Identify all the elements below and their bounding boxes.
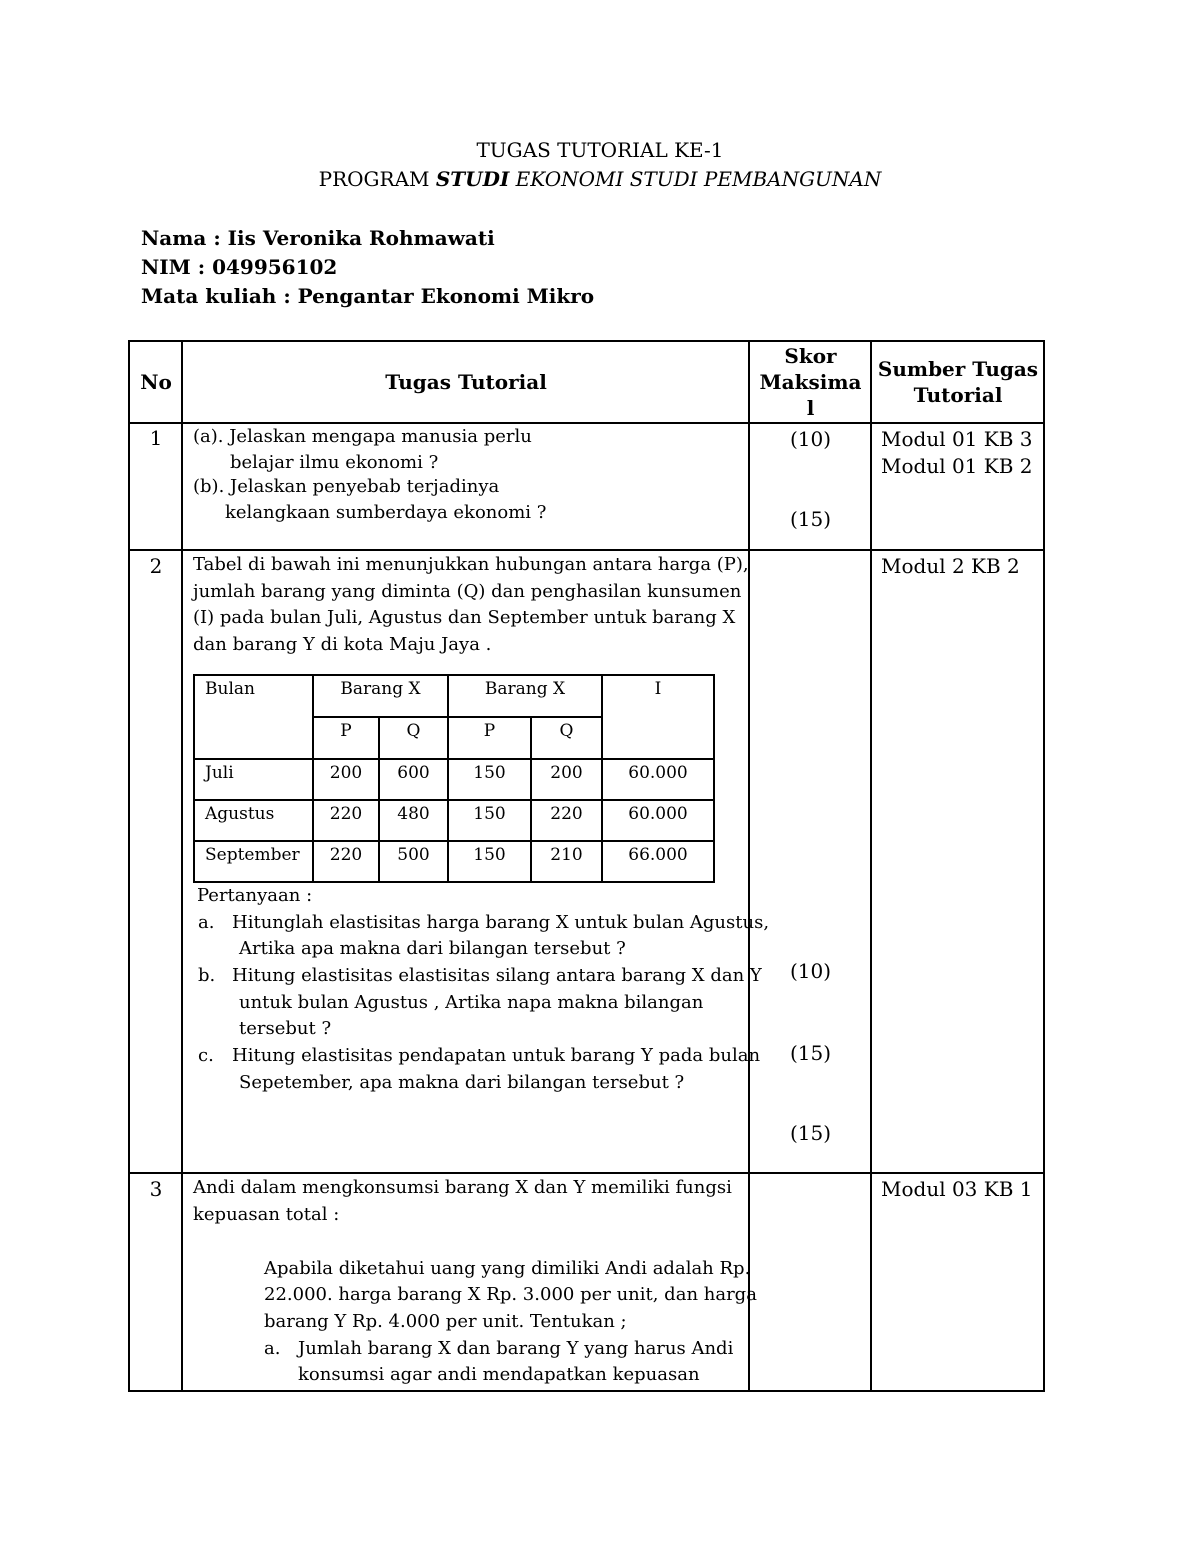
row2-qb-mark: b. — [198, 965, 216, 986]
row2-no: 2 — [149, 554, 163, 578]
row1-source-1: Modul 01 KB 3 — [881, 427, 1033, 451]
row2-intro-4: dan barang Y di kota Maju Jaya . — [193, 634, 492, 655]
header-no: No — [140, 370, 172, 394]
student-name: Nama : Iis Veronika Rohmawati — [141, 226, 495, 250]
header-score-1: Skor — [784, 344, 837, 368]
program-title — [0, 167, 1200, 191]
row2-qc-2: Sepetember, apa makna dari bilangan tersebut ? — [239, 1072, 685, 1093]
table-row — [194, 841, 714, 882]
table-cell: 150 — [448, 841, 531, 882]
table-cell: 220 — [313, 800, 379, 841]
header-score-2: Maksima — [759, 370, 862, 394]
table-cell-month: September — [194, 841, 313, 882]
row2-intro-3: (I) pada bulan Juli, Agustus dan September untuk barang X — [193, 607, 736, 628]
row2-qa-mark: a. — [198, 912, 215, 933]
row2-intro-1: Tabel di bawah ini menunjukkan hubungan antara harga (P), — [193, 554, 749, 575]
row2-qb-1: Hitung elastisitas elastisitas silang antara barang X dan Y — [232, 965, 762, 986]
row3-qa-mark: a. — [264, 1338, 281, 1359]
row2-question-label: Pertanyaan : — [197, 885, 313, 906]
header-task: Tugas Tutorial — [385, 370, 547, 394]
row3-body-3: barang Y Rp. 4.000 per unit. Tentukan ; — [264, 1311, 627, 1332]
row2-source: Modul 2 KB 2 — [881, 554, 1020, 578]
program-label: PROGRAM — [318, 167, 436, 191]
table-cell: 220 — [531, 800, 602, 841]
data-table — [193, 674, 715, 883]
table-cell: 150 — [448, 759, 531, 800]
row-divider-2 — [128, 1172, 1045, 1174]
row2-qa-1: Hitunglah elastisitas harga barang X untuk bulan Agustus, — [232, 912, 770, 933]
row2-qc-mark: c. — [198, 1045, 214, 1066]
table-cell: 200 — [531, 759, 602, 800]
table-cell: 210 — [531, 841, 602, 882]
row2-score-a: (10) — [789, 959, 832, 983]
table-cell: 60.000 — [602, 759, 714, 800]
row2-qb-3: tersebut ? — [239, 1018, 332, 1039]
row3-intro-2: kepuasan total : — [193, 1204, 340, 1225]
table-cell: 60.000 — [602, 800, 714, 841]
row2-qb-2: untuk bulan Agustus , Artika napa makna bilangan — [239, 992, 704, 1013]
table-header-p1: P — [313, 717, 379, 759]
row3-body-2: 22.000. harga barang X Rp. 3.000 per unit, dan harga — [264, 1284, 757, 1305]
table-header-q2: Q — [531, 717, 602, 759]
row1-question-b: (b). Jelaskan penyebab terjadinya — [193, 476, 500, 497]
table-cell: 500 — [379, 841, 448, 882]
table-cell-month: Juli — [194, 759, 313, 800]
table-cell: 200 — [313, 759, 379, 800]
table-cell: 66.000 — [602, 841, 714, 882]
row3-intro-1: Andi dalam mengkonsumsi barang X dan Y memiliki fungsi — [193, 1177, 732, 1198]
row3-source: Modul 03 KB 1 — [881, 1177, 1033, 1201]
row2-intro-2: jumlah barang yang diminta (Q) dan penghasilan kunsumen — [193, 581, 742, 602]
header-score-3: l — [806, 396, 815, 420]
col-divider-2 — [748, 340, 750, 1392]
row3-qa-2: konsumsi agar andi mendapatkan kepuasan — [298, 1364, 700, 1385]
row1-question-a: (a). Jelaskan mengapa manusia perlu — [193, 426, 532, 447]
table-cell: 600 — [379, 759, 448, 800]
table-row — [194, 800, 714, 841]
student-nim: NIM : 049956102 — [141, 255, 338, 279]
table-header-q1: Q — [379, 717, 448, 759]
table-header-barang-2: Barang X — [448, 675, 602, 717]
course-name: Mata kuliah : Pengantar Ekonomi Mikro — [141, 284, 595, 308]
row2-score-c: (15) — [789, 1121, 832, 1145]
table-header-p2: P — [448, 717, 531, 759]
document-title: TUGAS TUTORIAL KE-1 — [476, 138, 724, 162]
header-source-2: Tutorial — [913, 383, 1003, 407]
table-cell: 220 — [313, 841, 379, 882]
row1-no: 1 — [149, 426, 163, 450]
row-divider-1 — [128, 549, 1045, 551]
col-divider-1 — [181, 340, 183, 1392]
table-header-bulan: Bulan — [194, 675, 313, 759]
table-cell: 150 — [448, 800, 531, 841]
row1-question-b-cont: kelangkaan sumberdaya ekonomi ? — [225, 502, 547, 523]
row2-qa-2: Artika apa makna dari bilangan tersebut ? — [239, 938, 626, 959]
table-cell-month: Agustus — [194, 800, 313, 841]
table-cell: 480 — [379, 800, 448, 841]
row1-source-2: Modul 01 KB 2 — [881, 454, 1033, 478]
table-row — [194, 759, 714, 800]
row3-no: 3 — [149, 1177, 163, 1201]
row3-body-1: Apabila diketahui uang yang dimiliki Andi adalah Rp. — [264, 1258, 751, 1279]
row3-qa-1: Jumlah barang X dan barang Y yang harus Andi — [298, 1338, 734, 1359]
col-divider-3 — [870, 340, 872, 1392]
table-header-i: I — [602, 675, 714, 759]
header-source-1: Sumber Tugas — [877, 357, 1039, 381]
row2-qc-1: Hitung elastisitas pendapatan untuk barang Y pada bulan — [232, 1045, 761, 1066]
row2-score-b: (15) — [789, 1041, 832, 1065]
row1-score-a: (10) — [789, 427, 832, 451]
row1-score-b: (15) — [789, 507, 832, 531]
program-name: EKONOMI STUDI PEMBANGUNAN — [509, 167, 882, 191]
program-studi: STUDI — [435, 167, 510, 191]
row1-question-a-cont: belajar ilmu ekonomi ? — [230, 452, 439, 473]
table-header-barang-1: Barang X — [313, 675, 448, 717]
